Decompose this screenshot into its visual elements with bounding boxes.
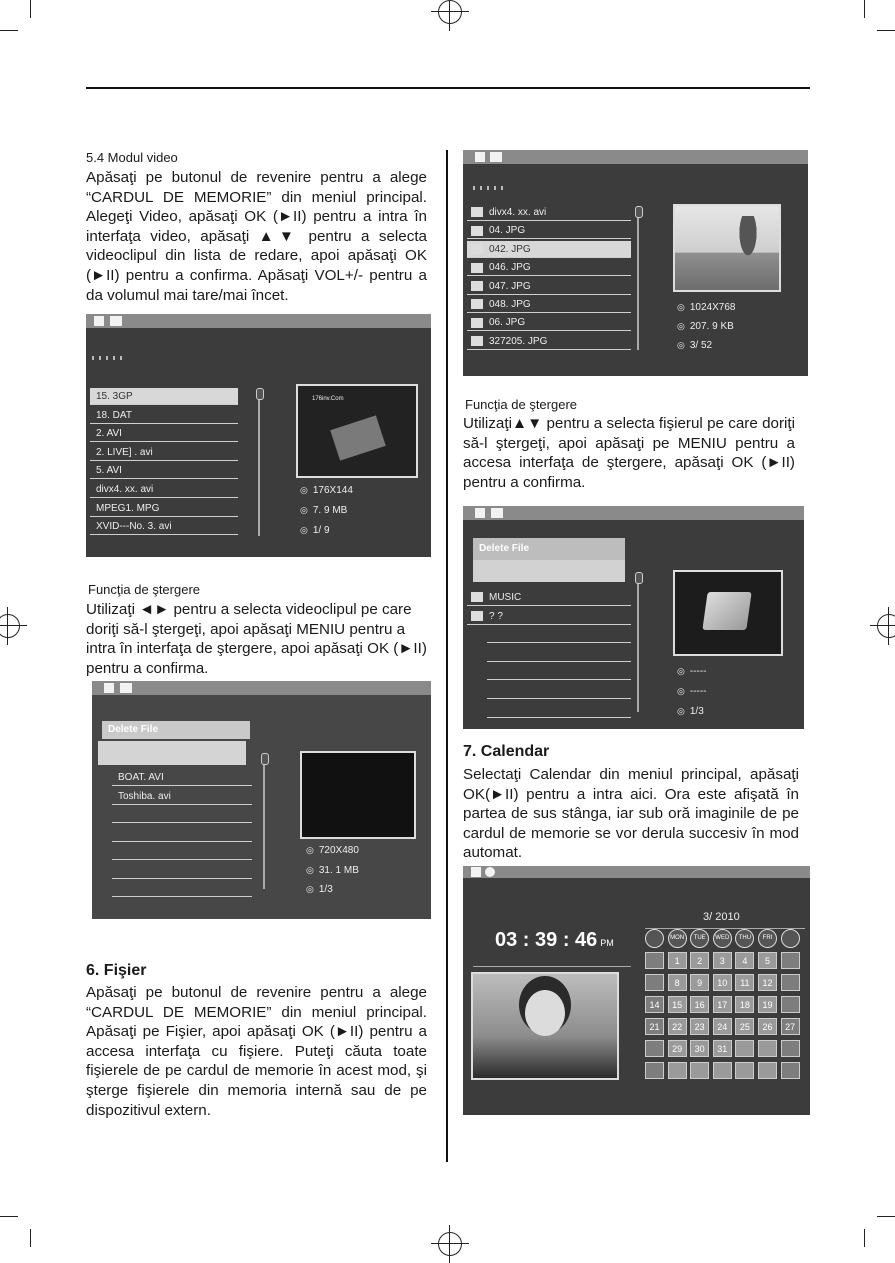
crop-mark	[30, 1229, 31, 1247]
calendar-day[interactable]: 26	[758, 1018, 777, 1035]
file-name: 2. LIVE] . avi	[96, 446, 153, 458]
empty-list-row	[112, 843, 252, 860]
empty-list-row	[487, 626, 631, 643]
file-list-item[interactable]	[112, 769, 252, 786]
video-icon	[110, 316, 122, 326]
info-index: ◎ 1/3	[306, 884, 333, 895]
calendar-day[interactable]	[645, 952, 664, 969]
file-list-item[interactable]	[90, 518, 238, 535]
heading-delete-function-right: Funcţia de ştergere	[465, 397, 578, 412]
file-list-item[interactable]	[112, 788, 252, 805]
file-list-item[interactable]	[90, 388, 238, 405]
calendar-day[interactable]: 10	[713, 974, 732, 991]
calendar-day[interactable]: 31	[713, 1040, 732, 1057]
file-list-item[interactable]	[90, 481, 238, 498]
delete-menu-selected-option[interactable]	[473, 560, 625, 582]
crop-mark	[0, 30, 18, 31]
file-name: 327205. JPG	[489, 335, 548, 347]
calendar-day[interactable]: 22	[668, 1018, 687, 1035]
calendar-day[interactable]: 3	[713, 952, 732, 969]
home-icon	[104, 683, 114, 693]
file-name: divx4. xx. avi	[489, 207, 547, 218]
weekday-header: TUE	[690, 929, 709, 948]
scrollbar[interactable]	[263, 753, 265, 889]
calendar-day[interactable]	[645, 974, 664, 991]
info-index: ◎ 1/ 9	[300, 525, 330, 536]
paragraph-delete-file: Utilizaţi▲▼ pentru a selecta fişierul pe care doriţi să-l ştergeţi, apoi apăsaţi pe MENIU pentru a accesa interfaţa de ştergere, apăsaţi OK (►II) pentru a confirma.	[463, 415, 795, 491]
file-name: BOAT. AVI	[118, 772, 164, 783]
calendar-day[interactable]	[781, 952, 800, 969]
image-file-icon	[471, 318, 483, 328]
calendar-day[interactable]: 19	[758, 996, 777, 1013]
file-name: divx4. xx. avi	[96, 484, 154, 495]
calendar-day[interactable]	[645, 1062, 664, 1079]
delete-menu[interactable]: Delete File	[102, 721, 250, 739]
calendar-day[interactable]: 23	[690, 1018, 709, 1035]
info-size: ◎ 7. 9 MB	[300, 505, 347, 516]
heading-delete-function-left: Funcţia de ştergere	[88, 582, 201, 597]
image-file-icon	[471, 226, 483, 236]
folder-icon	[702, 592, 751, 630]
registration-mark-bottom	[438, 1232, 462, 1256]
info-resolution: ◎ 1024X768	[677, 302, 735, 313]
clock-digits: 03 : 39 : 46	[495, 929, 598, 951]
calendar-day[interactable]	[735, 1040, 754, 1057]
file-name: 5. AVI	[96, 465, 122, 477]
calendar-day[interactable]: 16	[690, 996, 709, 1013]
calendar-day[interactable]	[781, 1040, 800, 1057]
calendar-day[interactable]: 2	[690, 952, 709, 969]
image-file-icon	[471, 336, 483, 346]
image-file-icon	[471, 299, 483, 309]
calendar-day[interactable]: 9	[690, 974, 709, 991]
file-name: MUSIC	[489, 592, 522, 603]
info-resolution: ◎ 176X144	[300, 485, 353, 496]
calendar-day[interactable]	[735, 1062, 754, 1079]
file-list-item[interactable]	[467, 314, 631, 331]
clock-time	[495, 929, 614, 952]
photo-thumbnail	[673, 204, 781, 292]
slideshow-photo	[471, 972, 619, 1080]
file-name: 04. JPG	[489, 225, 526, 237]
scrollbar[interactable]	[637, 206, 639, 350]
crop-mark	[864, 1229, 865, 1247]
calendar-day[interactable]: 29	[668, 1040, 687, 1057]
paragraph-delete-video: Utilizaţi ◄► pentru a selecta videoclipul pe care doriţi să-l ştergeţi, apoi apăsaţi MENIU pentru a intra în interfaţa de ştergere, apoi apăsaţi OK (►II) pentru a confirma.	[86, 601, 427, 677]
file-name: 15. 3GP	[96, 391, 133, 402]
info-size: ◎ 207. 9 KB	[677, 321, 734, 332]
calendar-day[interactable]: 24	[713, 1018, 732, 1035]
calendar-day[interactable]	[758, 1040, 777, 1057]
calendar-day[interactable]: 30	[690, 1040, 709, 1057]
screen-title-bar	[86, 314, 431, 328]
info-line-1: ◎ -----	[677, 666, 707, 677]
weekday-header	[781, 929, 800, 948]
screenshot-file-list	[463, 150, 808, 376]
calendar-day[interactable]: 15	[668, 996, 687, 1013]
file-list-item[interactable]	[90, 425, 238, 442]
calendar-day[interactable]	[645, 1040, 664, 1057]
section-heading-calendar: 7. Calendar	[463, 743, 550, 760]
calendar-day[interactable]	[758, 1062, 777, 1079]
info-resolution: ◎ 720X480	[306, 845, 359, 856]
home-icon	[94, 316, 104, 326]
calendar-day[interactable]	[781, 1062, 800, 1079]
file-name: 18. DAT	[96, 409, 132, 421]
file-list-item[interactable]	[90, 407, 238, 424]
empty-list-row	[112, 806, 252, 823]
weekday-header: WED	[713, 929, 732, 948]
weekday-header	[645, 929, 664, 948]
section-heading-video-mode: 5.4 Modul video	[86, 150, 178, 165]
home-icon	[475, 508, 485, 518]
weekday-header: THU	[735, 929, 754, 948]
empty-list-row	[487, 701, 631, 718]
crop-mark	[877, 1216, 895, 1217]
calendar-day[interactable]	[781, 974, 800, 991]
image-file-icon	[471, 244, 483, 254]
file-name: XVID---No. 3. avi	[96, 521, 172, 533]
file-list-item[interactable]	[90, 500, 238, 517]
crop-mark	[864, 0, 865, 18]
screenshot-calendar	[463, 866, 810, 1115]
calendar-day[interactable]: 8	[668, 974, 687, 991]
calendar-day[interactable]	[668, 1062, 687, 1079]
file-name: 2. AVI	[96, 428, 122, 440]
photo-face	[525, 990, 565, 1036]
file-list-item[interactable]	[467, 278, 631, 295]
file-icon	[491, 508, 503, 518]
calendar-day[interactable]: 18	[735, 996, 754, 1013]
calendar-month: 3/ 2010	[703, 911, 740, 923]
info-index: ◎ 3/ 52	[677, 340, 712, 351]
crop-mark	[0, 1216, 18, 1217]
thumbnail-caption: 176inv.Com	[312, 396, 344, 402]
empty-list-row	[112, 862, 252, 879]
screenshot-file-delete	[463, 506, 804, 729]
file-list-item[interactable]	[467, 589, 631, 606]
file-list-item[interactable]	[467, 333, 631, 350]
file-name: 047. JPG	[489, 280, 531, 292]
clock-ampm: PM	[600, 938, 614, 948]
calendar-icon	[485, 867, 495, 877]
file-name: 06. JPG	[489, 317, 526, 329]
info-line-2: ◎ -----	[677, 686, 707, 697]
info-index: ◎ 1/3	[677, 706, 704, 717]
file-name: Toshiba. avi	[118, 790, 171, 802]
delete-menu-selected-option[interactable]	[98, 741, 246, 765]
empty-list-row	[112, 825, 252, 842]
screen-title-bar	[463, 506, 804, 520]
header-rule	[86, 87, 810, 89]
folder-icon	[471, 592, 483, 602]
calendar-day[interactable]: 21	[645, 1018, 664, 1035]
breadcrumb-dots	[473, 186, 503, 190]
calendar-day[interactable]: 14	[645, 996, 664, 1013]
calendar-day[interactable]: 27	[781, 1018, 800, 1035]
registration-mark-right	[877, 614, 895, 638]
delete-menu[interactable]: Delete File	[473, 538, 625, 560]
calendar-day[interactable]: 4	[735, 952, 754, 969]
scrollbar[interactable]	[258, 388, 260, 536]
clock-underline	[473, 966, 631, 967]
crop-mark	[877, 30, 895, 31]
paragraph-file: Apăsaţi pe butonul de revenire pentru a alege “CARDUL DE MEMORIE” din meniul principal. Apăsaţi pe Fişier, apoi apăsaţi OK (►II) pentru a accesa interfaţa cu fişiere. Puteţi căuta toate fişierele de pe cardul de memorie în acest mod, şi şterge fişierele din memoria internă sau de pe dispozitivul extern.	[86, 984, 427, 1119]
screenshot-video-list	[86, 314, 431, 557]
calendar-day[interactable]	[781, 996, 800, 1013]
folder-thumbnail	[673, 570, 783, 656]
empty-list-row	[112, 880, 252, 897]
calendar-day[interactable]	[690, 1062, 709, 1079]
paragraph-calendar: Selectaţi Calendar din meniul principal, apăsaţi OK(►II) pentru a intra aici. Ora este afişată în partea de sus stânga, iar sub oră imaginile de pe cardul de memorie se vor derula succesiv în mod automat.	[463, 766, 799, 862]
thumbnail-tree	[733, 216, 763, 272]
file-list-item[interactable]	[90, 462, 238, 479]
calendar-day[interactable]: 11	[735, 974, 754, 991]
section-heading-file: 6. Fişier	[86, 962, 147, 979]
file-name: 042. JPG	[489, 243, 531, 255]
home-icon	[471, 867, 481, 877]
calendar-day[interactable]: 17	[713, 996, 732, 1013]
video-thumbnail	[296, 384, 418, 478]
folder-icon	[471, 611, 483, 621]
registration-mark-left	[0, 614, 20, 638]
weekday-header: MON	[668, 929, 687, 948]
empty-list-row	[487, 682, 631, 699]
screen-title-bar	[463, 866, 810, 878]
file-list-item[interactable]	[467, 222, 631, 239]
file-list-item[interactable]	[467, 204, 631, 221]
video-file-icon	[471, 207, 483, 217]
file-icon	[490, 152, 502, 162]
registration-mark-top	[438, 0, 462, 24]
image-file-icon	[471, 263, 483, 273]
screen-title-bar	[463, 150, 808, 164]
paragraph-video-mode: Apăsaţi pe butonul de revenire pentru a alege “CARDUL DE MEMORIE” din meniul principal. Alegeţi Video, apăsaţi OK (►II) pentru a intra în interfaţa video, apăsaţi ▲▼ pentru a selecta videoclipul din lista de redare, apoi apăsaţi OK (►II) pentru a confirma. Apăsaţi VOL+/- pentru a da volumul mai tare/mai încet.	[86, 169, 427, 304]
file-list-item[interactable]	[467, 241, 631, 258]
file-list-item[interactable]	[467, 608, 631, 625]
file-name: 048. JPG	[489, 299, 531, 310]
screen-title-bar	[92, 681, 431, 695]
weekday-header: FRI	[758, 929, 777, 948]
screenshot-video-delete	[92, 681, 431, 919]
file-list-item[interactable]	[90, 444, 238, 461]
calendar-day[interactable]: 1	[668, 952, 687, 969]
image-file-icon	[471, 281, 483, 291]
calendar-day[interactable]: 25	[735, 1018, 754, 1035]
video-thumbnail-empty	[300, 751, 416, 839]
scrollbar[interactable]	[637, 572, 639, 712]
empty-list-row	[487, 645, 631, 662]
thumbnail-object	[330, 415, 386, 460]
calendar-day[interactable]: 12	[758, 974, 777, 991]
column-divider	[446, 150, 448, 1162]
file-name: 046. JPG	[489, 262, 531, 274]
breadcrumb-dots	[92, 356, 122, 360]
calendar-day[interactable]	[713, 1062, 732, 1079]
crop-mark	[30, 0, 31, 18]
calendar-day[interactable]: 5	[758, 952, 777, 969]
home-icon	[475, 152, 485, 162]
file-list-item[interactable]	[467, 296, 631, 313]
empty-list-row	[487, 663, 631, 680]
file-name: MPEG1. MPG	[96, 502, 160, 514]
file-name: ? ?	[489, 610, 503, 622]
info-size: ◎ 31. 1 MB	[306, 865, 359, 876]
file-list-item[interactable]	[467, 259, 631, 276]
video-icon	[120, 683, 132, 693]
